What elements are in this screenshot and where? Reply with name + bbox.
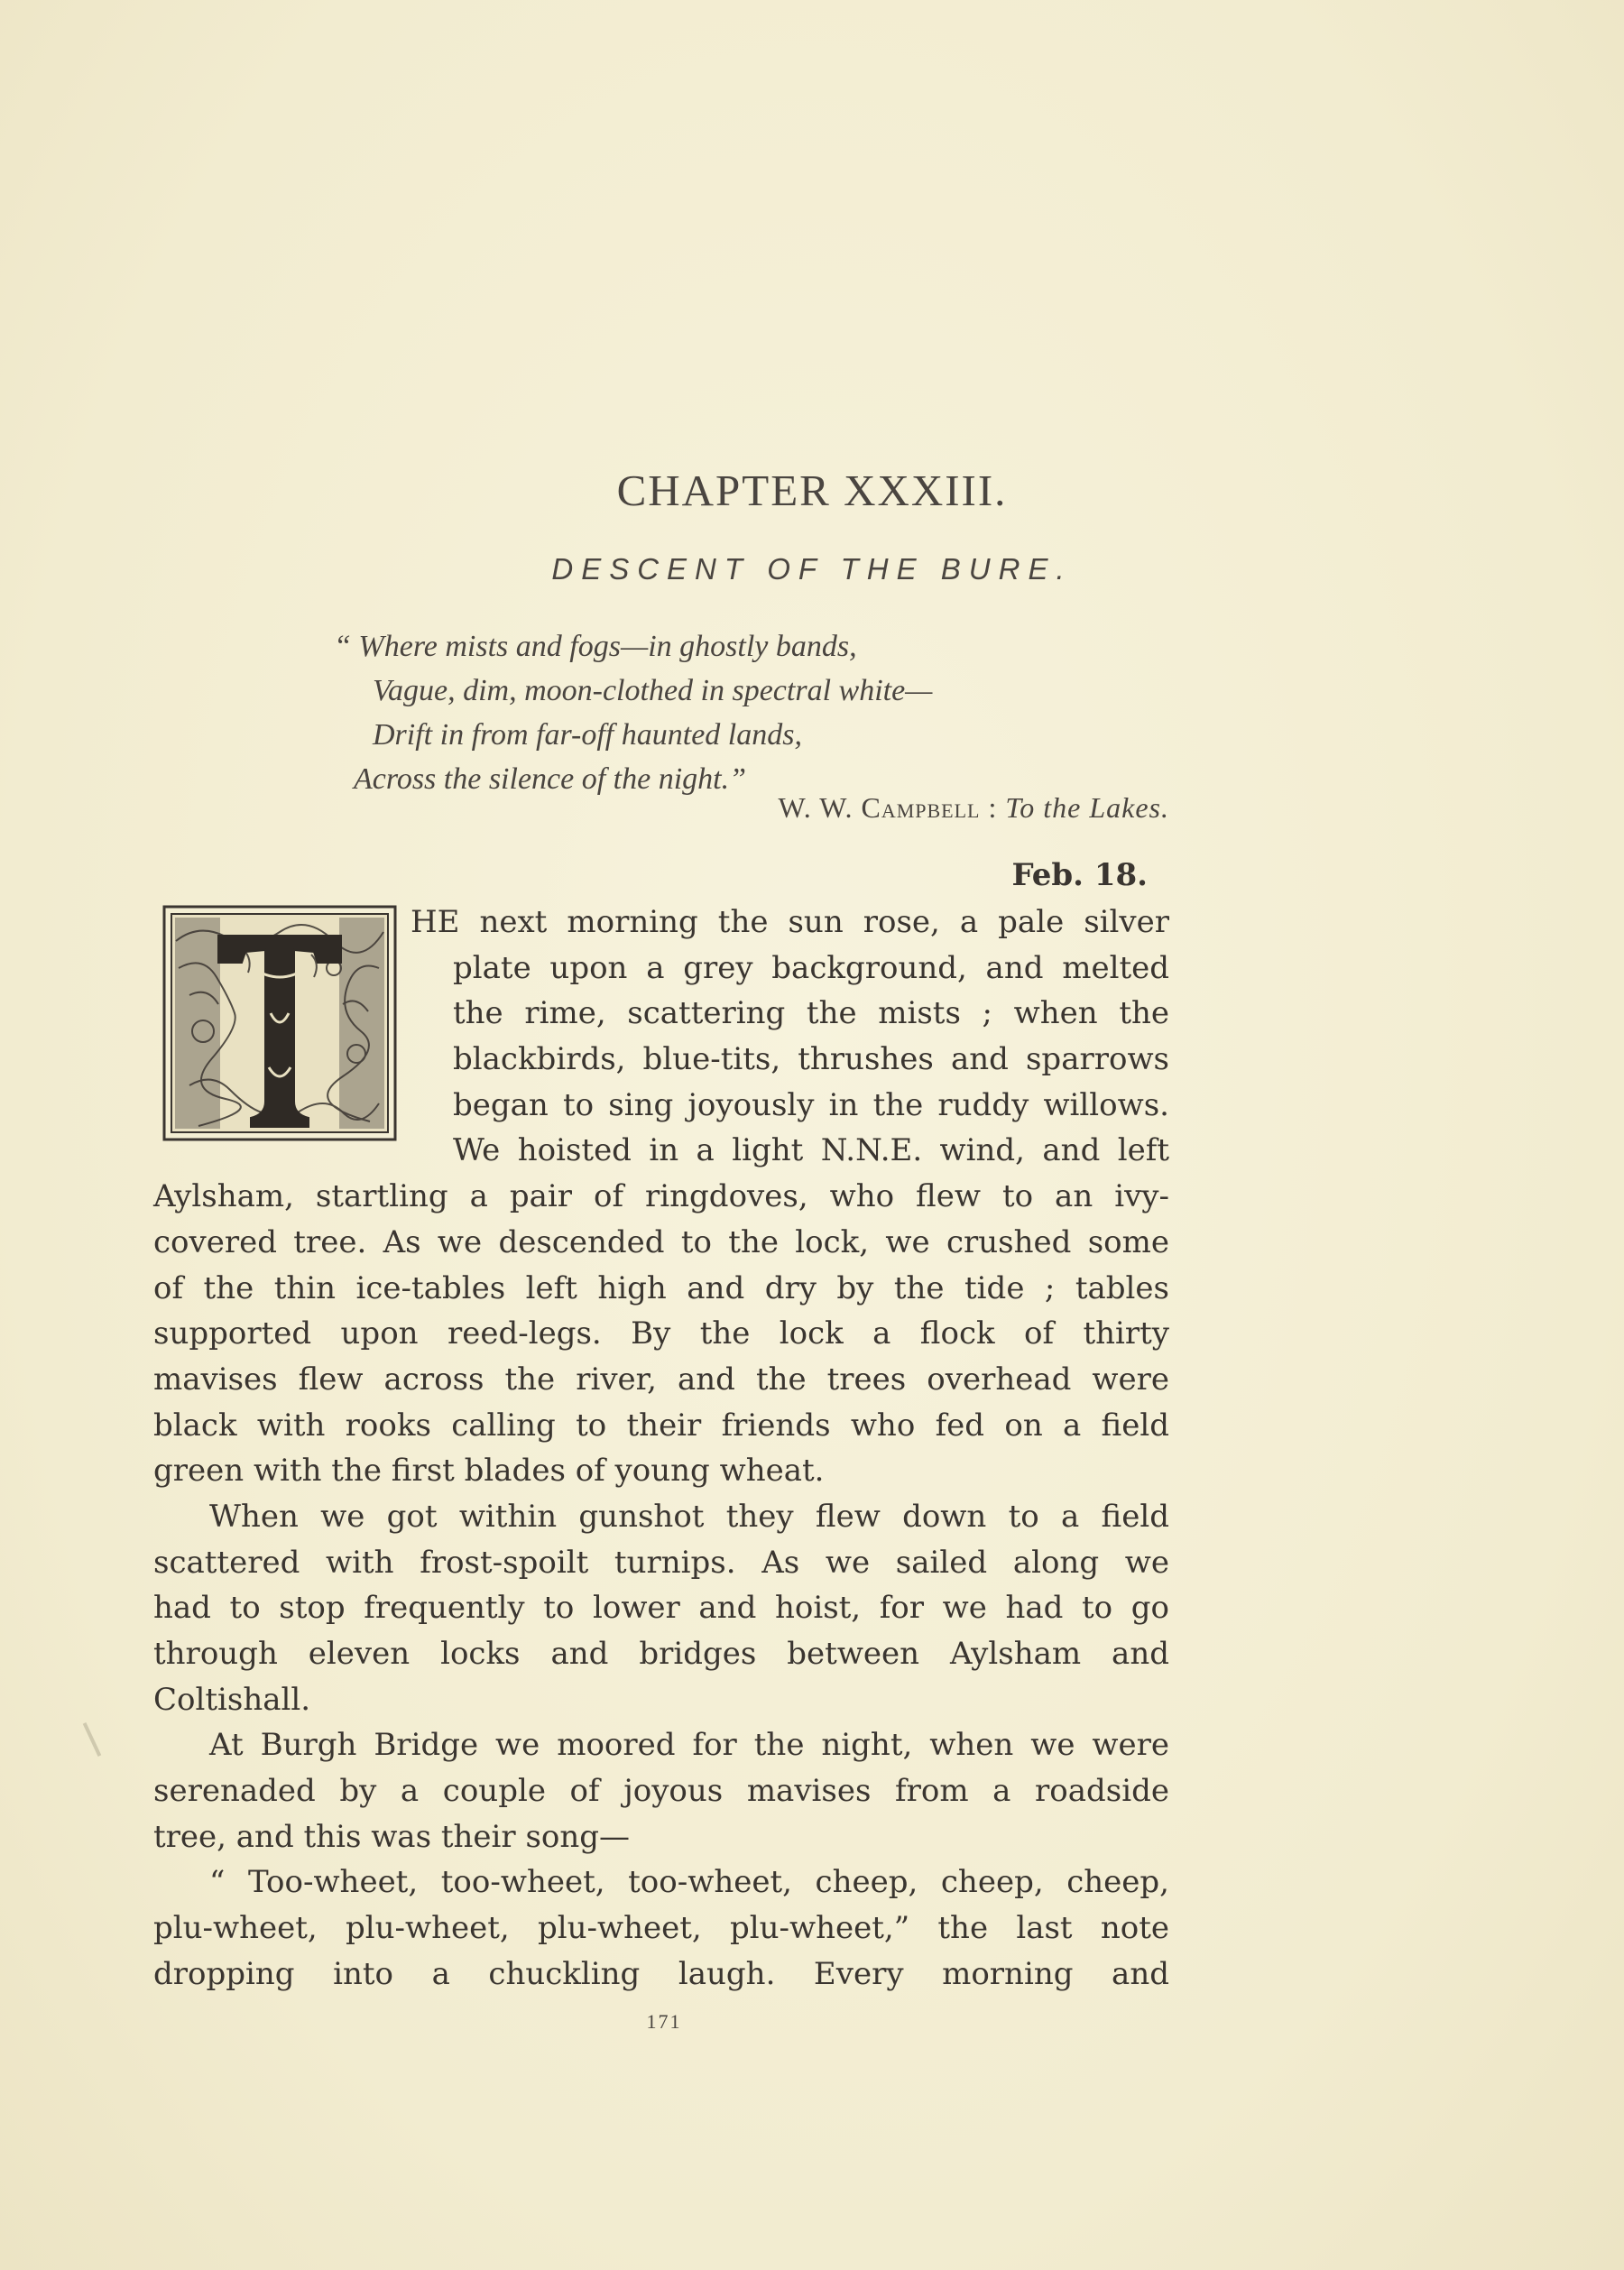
epigraph-line: Vague, dim, moon-clothed in spectral white— <box>373 674 933 707</box>
text-line: tree, and this was their song— <box>153 1818 631 1855</box>
epigraph-line: “ Where mists and fogs—in ghostly bands, <box>334 630 857 663</box>
date-note: Feb. 18. <box>1011 857 1148 893</box>
text-line: green with the first blades of young wheat. <box>153 1453 825 1490</box>
text-line: dropping into a chuckling laugh. Every morning and <box>153 1955 1169 1992</box>
text-line: serenaded by a couple of joyous mavises from a roadside <box>153 1773 1169 1810</box>
page-number: 171 <box>646 2010 682 2033</box>
text-line: We hoisted in a light N.N.E. wind, and left <box>453 1132 1169 1169</box>
text-line: scattered with frost-spoilt turnips. As we sailed along we <box>153 1544 1169 1581</box>
chapter-subtitle: DESCENT OF THE BURE. <box>551 552 1073 586</box>
text-line: At Burgh Bridge we moored for the night, when we were <box>209 1727 1169 1764</box>
text-line: the rime, scattering the mists ; when the <box>453 995 1169 1032</box>
text-line: through eleven locks and bridges between Aylsham and <box>153 1636 1169 1672</box>
text-line: Aylsham, startling a pair of ringdoves, who flew to an ivy- <box>153 1178 1169 1215</box>
text-line: When we got within gunshot they flew down to a field <box>209 1498 1169 1535</box>
text-line: HE next morning the sun rose, a pale silver <box>411 904 1169 940</box>
epigraph-line: Drift in from far-off haunted lands, <box>373 718 802 752</box>
epigraph <box>334 624 1173 801</box>
text-line: black with rooks calling to their friends who fed on a field <box>153 1407 1169 1444</box>
epigraph-attribution <box>0 791 1169 825</box>
text-line: Coltishall. <box>153 1681 311 1718</box>
epigraph-line: Across the silence of the night.” <box>354 762 747 796</box>
attribution-author: Campbell <box>861 791 981 824</box>
chapter-title: CHAPTER XXXIII. <box>616 466 1008 515</box>
attribution-source: To the Lakes. <box>1005 791 1169 824</box>
text-line: began to sing joyously in the ruddy willows. <box>453 1086 1169 1123</box>
attribution-separator: : <box>980 791 1006 824</box>
text-line: plu-wheet, plu-wheet, plu-wheet, plu-wheet,” the last note <box>153 1910 1169 1947</box>
text-line: mavises flew across the river, and the trees overhead were <box>153 1361 1169 1398</box>
text-line: of the thin ice-tables left high and dry by the tide ; tables <box>153 1269 1169 1306</box>
text-line: covered tree. As we descended to the lock, we crushed some <box>153 1223 1169 1260</box>
text-line: supported upon reed-legs. By the lock a flock of thirty <box>153 1315 1169 1352</box>
text-line: “ Too-wheet, too-wheet, too-wheet, cheep, cheep, cheep, <box>209 1864 1169 1901</box>
attribution-initials: W. W. <box>778 791 854 824</box>
text-line: had to stop frequently to lower and hoist, for we had to go <box>153 1590 1169 1627</box>
margin-pencil-mark <box>83 1722 102 1757</box>
body-text <box>153 900 1169 1998</box>
text-line: blackbirds, blue-tits, thrushes and sparrows <box>453 1041 1169 1078</box>
text-line: plate upon a grey background, and melted <box>453 949 1169 986</box>
